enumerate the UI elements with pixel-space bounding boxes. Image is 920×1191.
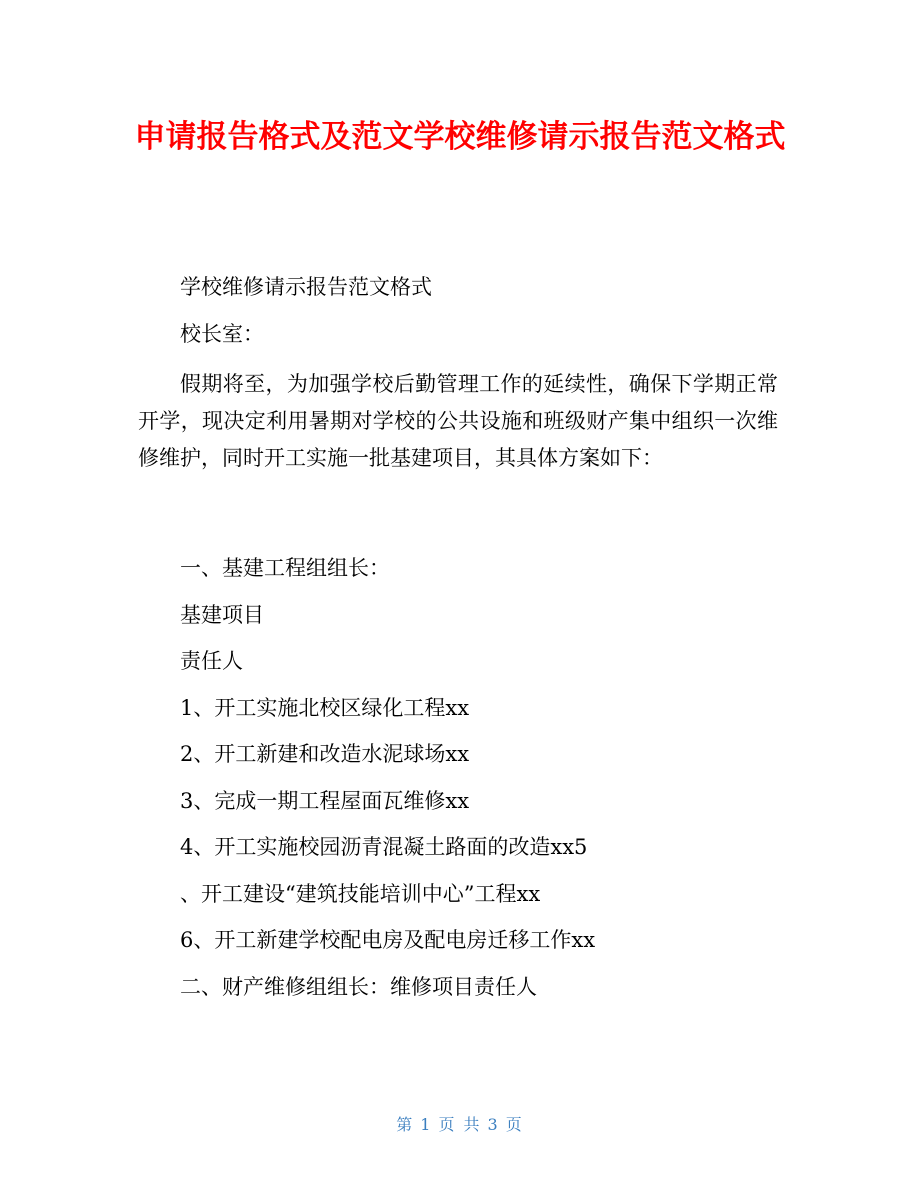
footer-suffix: 页 [505, 1115, 524, 1134]
page-footer [0, 1112, 920, 1135]
document-subtitle: 学校维修请示报告范文格式 [180, 275, 432, 299]
section-heading-construction: 一、基建工程组组长： [180, 556, 390, 580]
addressee: 校长室： [180, 322, 264, 346]
column-label-project: 基建项目 [180, 603, 264, 627]
list-item: 3、完成一期工程屋面瓦维修xx [180, 789, 470, 813]
section-heading-maintenance: 二、财产维修组组长：维修项目责任人 [180, 975, 537, 999]
footer-prefix: 第 [396, 1115, 415, 1134]
list-item: 、开工建设“建筑技能培训中心”工程xx [180, 882, 541, 906]
footer-middle: 页 共 [438, 1115, 482, 1134]
list-item: 4、开工实施校园沥青混凝土路面的改造xx5 [180, 835, 588, 859]
list-item: 1、开工实施北校区绿化工程xx [180, 696, 470, 720]
intro-paragraph: 假期将至，为加强学校后勤管理工作的延续性，确保下学期正常开学，现决定利用暑期对学校的公共设施和班级财产集中组织一次维修维护，同时开工实施一批基建项目，其具体方案如下： [138, 372, 778, 470]
list-item: 6、开工新建学校配电房及配电房迁移工作xx [180, 928, 596, 952]
list-item: 2、开工新建和改造水泥球场xx [180, 742, 470, 766]
footer-total-pages: 3 [487, 1115, 500, 1134]
footer-page-number: 1 [420, 1115, 433, 1134]
column-label-responsible: 责任人 [180, 649, 243, 673]
document-title: 申请报告格式及范文学校维修请示报告范文格式 [134, 119, 786, 155]
